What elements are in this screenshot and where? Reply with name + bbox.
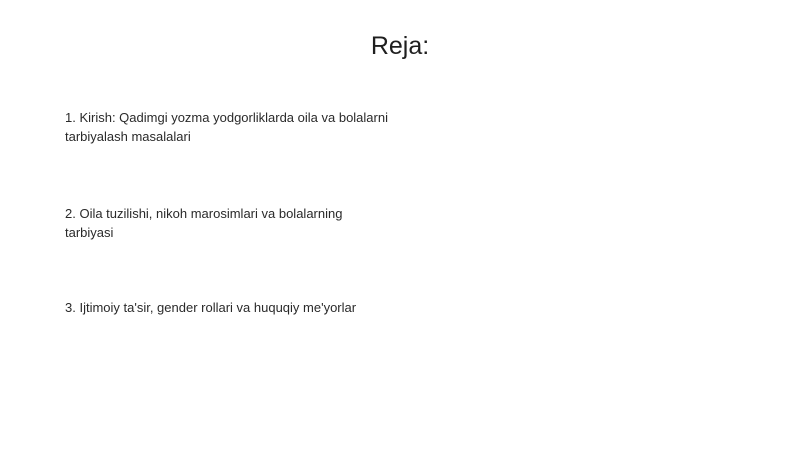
agenda-item-family-structure: 2. Oila tuzilishi, nikoh marosimlari va bolalarning tarbiyasi bbox=[65, 206, 343, 240]
agenda-item-introduction: 1. Kirish: Qadimgi yozma yodgorliklarda oila va bolalarni tarbiyalash masalalari bbox=[65, 110, 388, 144]
slide-title: Reja: bbox=[370, 32, 430, 60]
agenda-item-social-influence: 3. Ijtimoiy ta'sir, gender rollari va huquqiy me'yorlar bbox=[65, 300, 357, 315]
